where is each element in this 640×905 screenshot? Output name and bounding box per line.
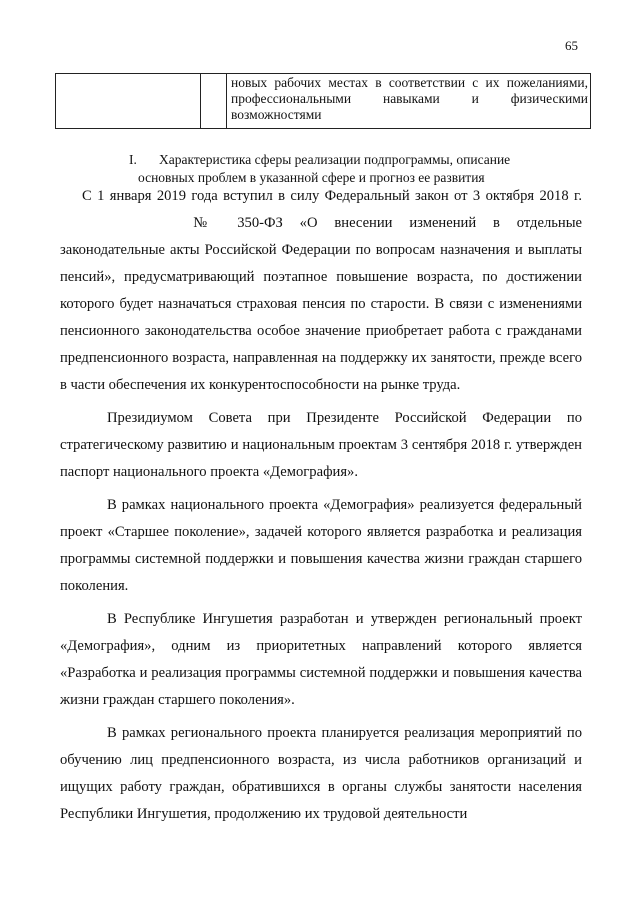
- table-cell-empty-narrow: [201, 74, 227, 129]
- table-cell-empty: [56, 74, 201, 129]
- paragraph-2: Президиумом Совета при Президенте Российской Федерации по стратегическому развитию и национальным проектам 3 сентября 2018 г. утвержден паспорт национального проекта «Демография».: [60, 410, 582, 480]
- section-title-line-1: Характеристика сферы реализации подпрограммы, описание: [159, 152, 511, 167]
- paragraph-5: В рамках регионального проекта планируется реализация мероприятий по обучению лиц предпенсионного возраста, из числа работников организаций и ищущих работу граждан, обратившихся в органы службы занятости населения Республики Ингушетия, продолжению их трудовой деятельности: [60, 725, 582, 822]
- continuation-table: [55, 73, 591, 129]
- section-number: I.: [129, 152, 137, 167]
- section-heading-line-1: [124, 151, 594, 169]
- table-cell-text: новых рабочих местах в соответствии с их пожеланиями, профессиональными навыками и физическими возможностями: [227, 74, 591, 129]
- paragraph-3: В рамках национального проекта «Демография» реализуется федеральный проект «Старшее поколение», задачей которого является разработка и реализация программы системной поддержки и повышения качества жизни граждан старшего поколения.: [60, 497, 582, 594]
- section-heading: [124, 151, 594, 187]
- table-row: [56, 74, 591, 129]
- page-number: 65: [565, 38, 578, 53]
- section-title-line-2: основных проблем в указанной сфере и прогноз ее развития: [138, 170, 485, 185]
- body-text: [60, 183, 582, 828]
- paragraph-1: [60, 183, 582, 399]
- paragraph-4: В Республике Ингушетия разработан и утвержден региональный проект «Демография», одним из приоритетных направлений которого является «Разработка и реализация программы системной поддержки и повышения качества жизни граждан старшего поколения».: [60, 611, 582, 708]
- paragraph-1-start: С 1 января 2019 года вступил в силу Федеральный закон от 3 октября 2018 г.: [82, 188, 582, 204]
- paragraph-1-rest: № 350-ФЗ «О внесении изменений в отдельные законодательные акты Российской Федерации по вопросам назначения и выплаты пенсий», предусматривающий поэтапное повышение возраста, по достижении которого будет назначаться страховая пенсия по старости. В связи с изменениями пенсионного законодательства особое значение приобретает работа с гражданами предпенсионного возраста, направленная на поддержку их занятости, прежде всего в части обеспечения их конкурентоспособности на рынке труда.: [60, 215, 582, 393]
